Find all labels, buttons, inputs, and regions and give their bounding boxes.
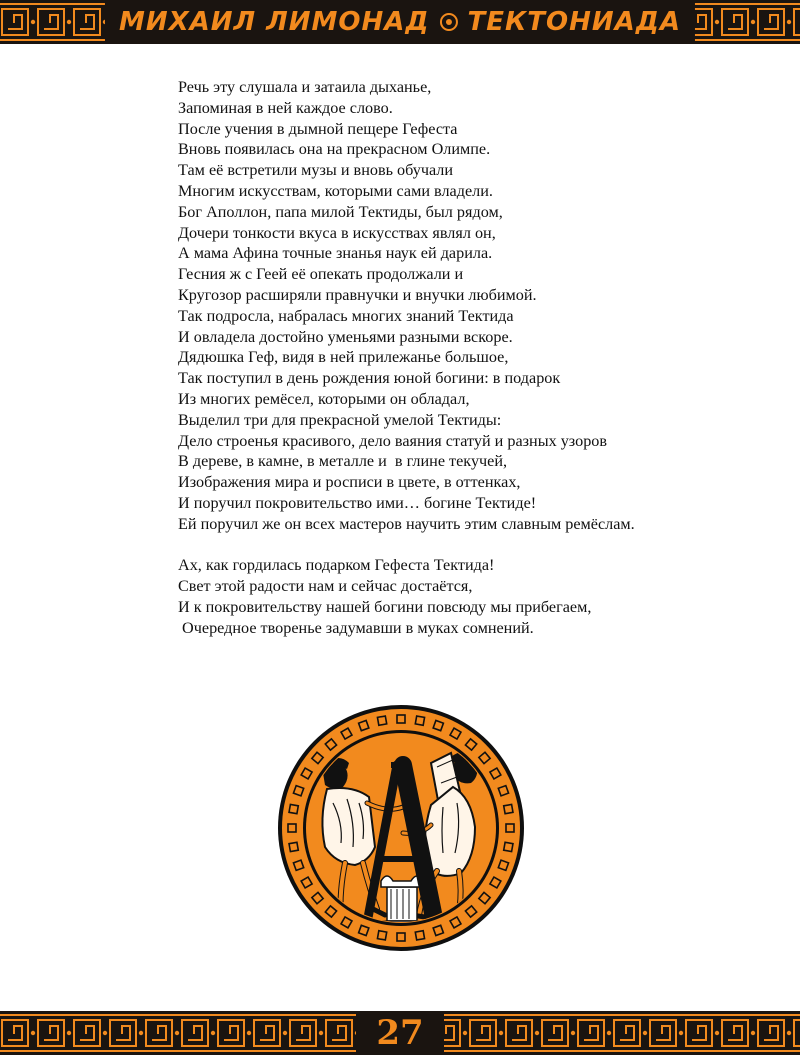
poem-line: Ах, как гордилась подарком Гефеста Тектида!	[178, 556, 495, 575]
circle-separator-icon	[440, 13, 458, 31]
poem-text	[178, 77, 778, 639]
poem-line: Выделил три для прекрасной умелой Тектиды:	[178, 410, 502, 429]
poem-line: Там её встретили музы и вновь обучали	[178, 161, 454, 180]
poem-line: Многим искусствам, которыми сами владели.	[178, 181, 493, 200]
poem-line: Дядюшка Геф, видя в ней прилежанье большое,	[178, 348, 509, 367]
header-band	[0, 0, 800, 44]
poem-line: В дереве, в камне, в металле и в глине текучей,	[178, 452, 508, 471]
header-title: ТЕКТОНИАДА	[467, 7, 682, 37]
poem-line: И поручил покровительство ими… богине Тектиде!	[178, 493, 537, 512]
poem-line: Ей поручил же он всех мастеров научить этим славным ремёслам.	[178, 514, 635, 533]
page-number-box	[356, 1011, 444, 1055]
ionic-column-icon	[381, 876, 423, 927]
poem-line: Запоминая в ней каждое слово.	[178, 98, 393, 117]
poem-line: И овладела достойно уменьями разными вскоре.	[178, 327, 513, 346]
poem-line: А мама Афина точные знанья наук ей дарила.	[178, 244, 493, 263]
poem-line: Бог Аполлон, папа милой Тектиды, был рядом,	[178, 202, 503, 221]
poem-line: Из многих ремёсел, которыми он обладал,	[178, 389, 470, 408]
poem-line: Так поступил в день рождения юной богини: в подарок	[178, 369, 561, 388]
greek-vase-medallion-icon	[271, 703, 531, 953]
poem-line: Кругозор расширяли правнучки и внучки любимой.	[178, 285, 537, 304]
poem-line: Очередное творенье задумавши в муках сомнений.	[178, 618, 534, 637]
page-number: 27	[376, 1013, 424, 1053]
header-author: МИХАИЛ ЛИМОНАД	[118, 7, 430, 37]
poem-line: Дочери тонкости вкуса в искусствах являл он,	[178, 223, 496, 242]
poem-stanza-2	[178, 555, 778, 638]
running-header	[105, 3, 695, 41]
poem-line: Так подросла, набралась многих знаний Тектида	[178, 306, 514, 325]
stanza-gap	[178, 535, 778, 556]
poem-line: Речь эту слушала и затаила дыханье,	[178, 78, 432, 96]
poem-line: Гесния ж с Геей её опекать продолжали и	[178, 265, 464, 284]
poem-line: После учения в дымной пещере Гефеста	[178, 119, 458, 138]
footer-band	[0, 1011, 800, 1055]
poem-line: Изображения мира и росписи в цвете, в оттенках,	[178, 473, 521, 492]
poem-line: Дело строенья красивого, дело ваяния статуй и разных узоров	[178, 431, 608, 450]
poem-line: Вновь появилась она на прекрасном Олимпе.	[178, 140, 491, 159]
poem-stanza-1	[178, 77, 778, 535]
poem-line: И к покровительству нашей богини повсюду мы прибегаем,	[178, 597, 592, 616]
poem-line: Свет этой радости нам и сейчас достаётся,	[178, 577, 473, 596]
